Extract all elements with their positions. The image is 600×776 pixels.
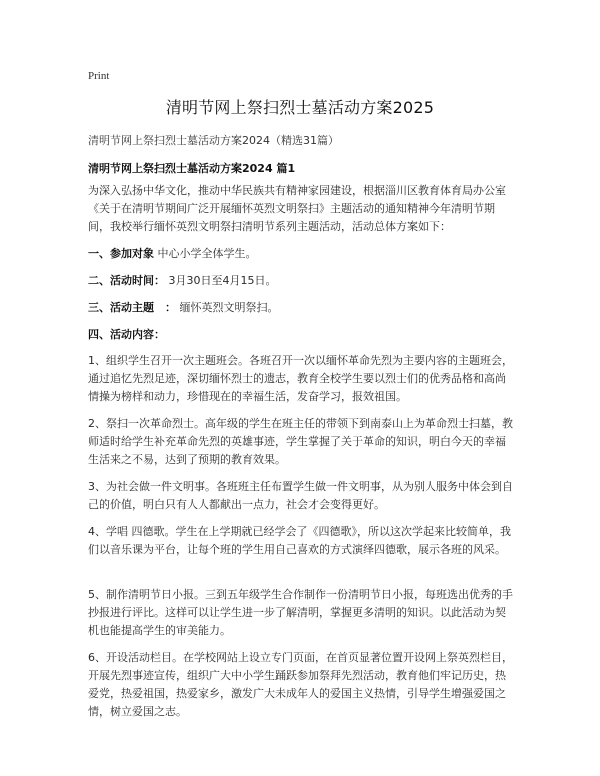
- time-value: 3月30日至4月15日。: [168, 274, 277, 287]
- content-line: [88, 326, 514, 344]
- time-label: 二、活动时间：: [88, 274, 165, 287]
- content-label: 四、活动内容：: [88, 328, 165, 341]
- intro-paragraph: 为深入弘扬中华文化，推动中华民族共有精神家园建设，根据淄川区教育体育局办公室《关于在清明节期间广泛开展缅怀英烈文明祭扫》主题活动的通知精神今年清明节期间，我校举行缅怀英烈文明祭扫清明节系列主题活动，活动总体方案如下：: [88, 184, 506, 233]
- theme-label: 三、活动主题 ：: [88, 301, 176, 314]
- list-item: 4、学唱 四德歌。学生在上学期就已经学会了《四德歌》，所以这次学起来比较简单，我们以音乐课为平台，让每个班的学生用自己喜欢的方式演绎四德歌，展示各班的风采。: [88, 525, 511, 556]
- time-line: [88, 272, 514, 290]
- print-label[interactable]: Print: [88, 70, 110, 82]
- page-title: 清明节网上祭扫烈士墓活动方案2025: [165, 98, 435, 117]
- theme-line: [88, 299, 514, 317]
- theme-value: 缅怀英烈文明祭扫。: [179, 301, 279, 314]
- list-item: 5、制作清明节日小报。三到五年级学生合作制作一份清明节日小报，每班选出优秀的手抄报进行评比。这样可以让学生进一步了解清明，掌握更多清明的知识。以此活动为契机也能提高学生的审美能力。: [88, 588, 513, 637]
- participants-value: 中心小学全体学生。: [157, 247, 257, 260]
- section-title: 清明节网上祭扫烈士墓活动方案2024 篇1: [88, 162, 296, 175]
- participants-label: 一、参加对象: [88, 247, 154, 260]
- list-item: 6、开设活动栏目。在学校网站上设立专门页面，在首页显著位置开设网上祭英烈栏目，开展先烈事迹宣传，组织广大中小学生踊跃参加祭拜先烈活动，教育他们牢记历史，热爱党，热爱祖国，热爱家乡，激发广大未成年人的爱国主义热情，引导学生增强爱国之情，树立爱国之志。: [88, 651, 513, 718]
- participants-line: [88, 245, 514, 263]
- document-subtitle: 清明节网上祭扫烈士墓活动方案2024（精选31篇）: [88, 134, 339, 147]
- list-item: 1、组织学生召开一次主题班会。各班召开一次以缅怀革命先烈为主要内容的主题班会，通过追忆先烈足迹，深切缅怀烈士的遗志，教育全校学生要以烈士们的优秀品格和高尚情操为榜样和动力，珍惜现在的幸福生活，发奋学习，报效祖国。: [88, 354, 513, 403]
- list-item: 2、祭扫一次革命烈士。高年级的学生在班主任的带领下到南泰山上为革命烈士扫墓，教师适时给学生补充革命先烈的英雄事迹，学生掌握了关于革命的知识，明白今天的幸福生活来之不易，达到了预期的教育效果。: [88, 417, 513, 466]
- list-item: 3、为社会做一件文明事。各班班主任布置学生做一件文明事，从为别人服务中体会到自己的价值，明白只有人人都献出一点力，社会才会变得更好。: [88, 480, 513, 511]
